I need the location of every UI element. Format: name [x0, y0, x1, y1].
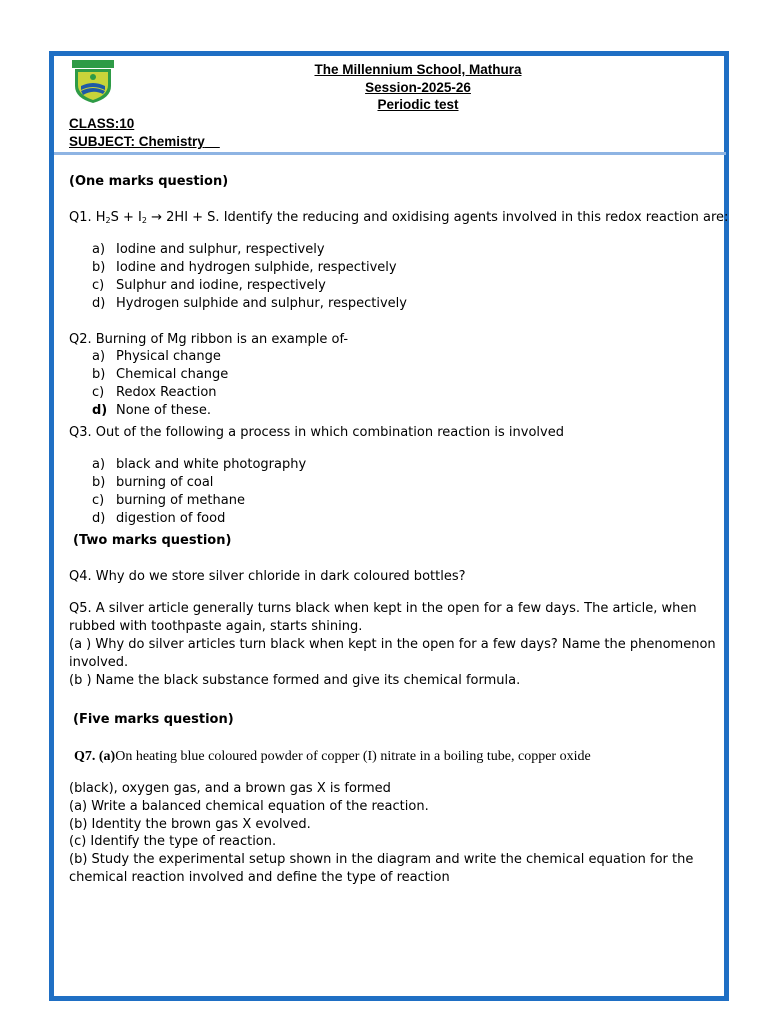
school-name: The Millennium School, Mathura: [314, 62, 522, 77]
q3-option-d: d) digestion of food: [92, 511, 226, 526]
q2-option-b: b) Chemical change: [92, 367, 229, 382]
q7-line-3: (a) Write a balanced chemical equation of the reaction.: [69, 799, 429, 814]
class-subject: [69, 115, 220, 151]
header: [0, 61, 768, 114]
q3-option-b: b) burning of coal: [92, 475, 214, 490]
q2-option-d: d) None of these.: [92, 403, 211, 418]
q5-line-2: rubbed with toothpaste again, starts shining.: [69, 619, 363, 634]
session: Session-2025-26: [365, 79, 471, 95]
q1-option-a: a) Iodine and sulphur, respectively: [92, 242, 325, 257]
q7-line-4: (b) Identity the brown gas X evolved.: [69, 817, 311, 832]
section-two-marks: (Two marks question): [73, 533, 232, 548]
section-one-marks: (One marks question): [69, 174, 229, 189]
q1-option-b: b) Iodine and hydrogen sulphide, respectively: [92, 260, 397, 275]
q4-text: Q4. Why do we store silver chloride in dark coloured bottles?: [69, 569, 466, 584]
q7-line-7: chemical reaction involved and define the type of reaction: [69, 870, 450, 885]
q2-text: Q2. Burning of Mg ribbon is an example of-: [69, 332, 349, 347]
q1-option-c: c) Sulphur and iodine, respectively: [92, 278, 326, 293]
q5-line-5: (b ) Name the black substance formed and give its chemical formula.: [69, 673, 521, 688]
subject-label: SUBJECT: Chemistry: [69, 134, 205, 149]
q3-option-c: c) burning of methane: [92, 493, 245, 508]
q1-text: Q1. $H_2S + I_2 \to 2HI + S$. Identify the reducing and oxidising agents involved in this redox reaction are:: [69, 210, 729, 225]
q7-line-1: Q7. (a)On heating blue coloured powder of copper (I) nitrate in a boiling tube, copper oxide: [74, 749, 591, 764]
q3-text: Q3. Out of the following a process in which combination reaction is involved: [69, 425, 564, 440]
q2-option-a: a) Physical change: [92, 349, 221, 364]
section-five-marks: (Five marks question): [73, 712, 234, 727]
q1-option-d: d) Hydrogen sulphide and sulphur, respectively: [92, 296, 407, 311]
q7-line-2: (black), oxygen gas, and a brown gas X is formed: [69, 781, 391, 796]
q7-line-6: (b) Study the experimental setup shown in the diagram and write the chemical equation for the: [69, 852, 694, 867]
q3-option-a: a) black and white photography: [92, 457, 307, 472]
class-label: CLASS:10: [69, 116, 135, 131]
q7-line-5: (c) Identify the type of reaction.: [69, 834, 277, 849]
q5-line-1: Q5. A silver article generally turns black when kept in the open for a few days. The article, when: [69, 601, 697, 616]
q5-line-4: involved.: [69, 655, 129, 670]
q2-option-c: c) Redox Reaction: [92, 385, 217, 400]
header-divider: [54, 152, 726, 155]
test-title: Periodic test: [377, 97, 459, 112]
q5-line-3: (a ) Why do silver articles turn black when kept in the open for a few days? Name the phenomenon: [69, 637, 716, 652]
